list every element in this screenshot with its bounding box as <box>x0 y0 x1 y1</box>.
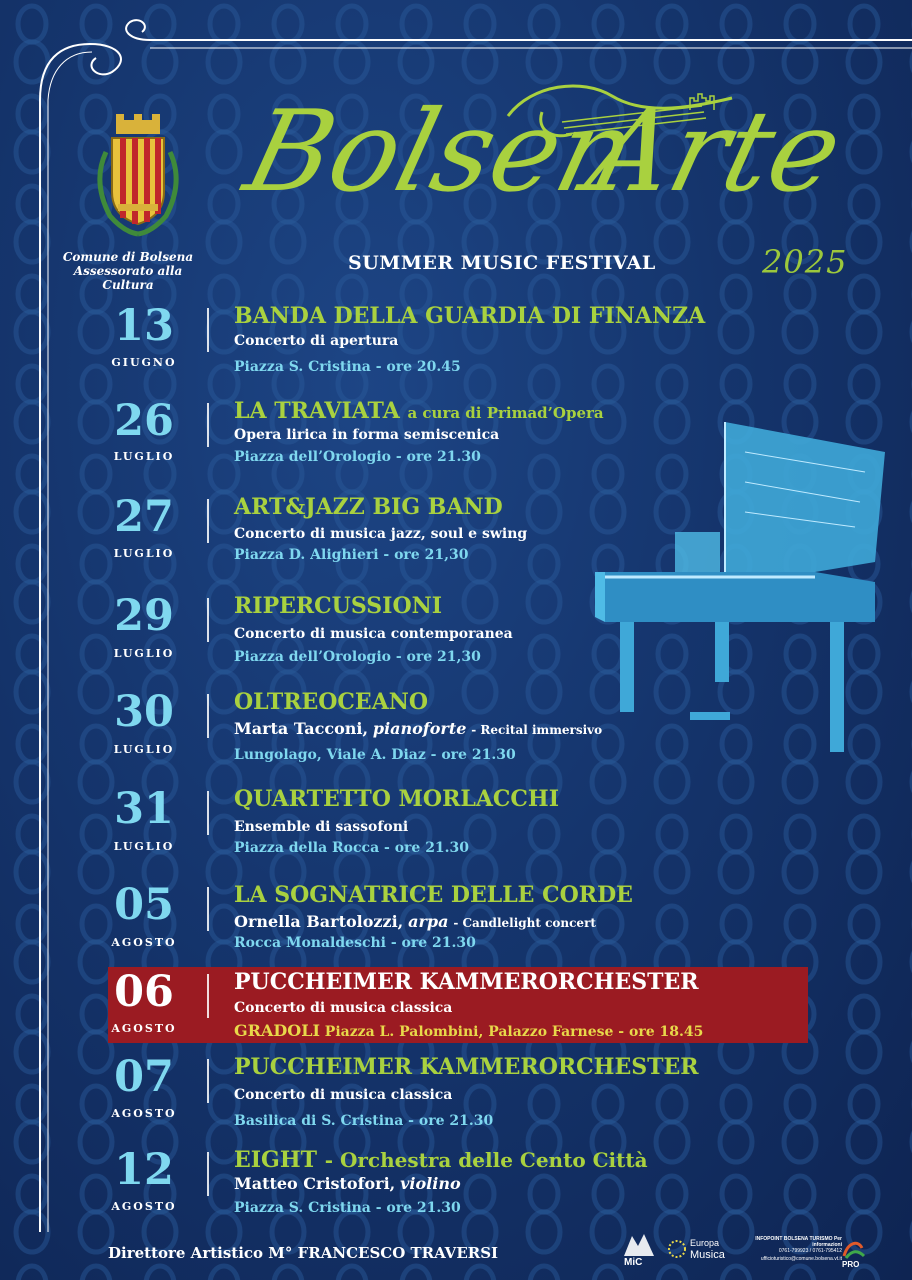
event-divider <box>207 598 209 642</box>
event-day: 29 <box>114 591 174 641</box>
event-place: Basilica di S. Cristina - ore 21.30 <box>234 1113 494 1129</box>
event-month: LUGLIO <box>113 743 175 756</box>
event-description: Opera lirica in forma semiscenica <box>234 427 500 443</box>
event-description-extra: - Candlelight concert <box>453 916 596 930</box>
event-day: 12 <box>114 1145 174 1195</box>
event-divider <box>207 974 209 1018</box>
europa-musica-logo-icon <box>668 1236 728 1270</box>
festival-name-part1: Bolsen <box>233 87 648 217</box>
event-description: Concerto di musica jazz, soul e swing <box>234 526 528 542</box>
event-place-detail: Piazza L. Palombini, Palazzo Farnese - ore 18.45 <box>324 1024 704 1040</box>
festival-subtitle: SUMMER MUSIC FESTIVAL <box>348 252 656 274</box>
event-divider <box>207 403 209 447</box>
event-month: AGOSTO <box>111 936 177 949</box>
event-title: ART&JAZZ BIG BAND <box>234 494 503 520</box>
department-name: Assessorato alla Cultura <box>73 264 183 292</box>
event-title: LA SOGNATRICE DELLE CORDE <box>234 882 633 908</box>
artistic-director: Direttore Artistico M° FRANCESCO TRAVERSI <box>108 1244 499 1262</box>
festival-logo <box>232 72 872 247</box>
mic-label: MiC <box>624 1257 643 1268</box>
castle-icon <box>688 92 718 110</box>
mic-logo-icon <box>618 1230 660 1270</box>
event-day: 26 <box>114 396 174 446</box>
event-title-main: EIGHT <box>234 1147 318 1173</box>
event-description: Concerto di musica classica <box>234 1087 453 1103</box>
event-month: GIUGNO <box>111 356 177 369</box>
event-title: PUCCHEIMER KAMMERORCHESTER <box>234 969 699 995</box>
event-divider <box>207 1152 209 1196</box>
event-divider <box>207 1059 209 1103</box>
event-title: PUCCHEIMER KAMMERORCHESTER <box>234 1054 699 1080</box>
event-month: LUGLIO <box>113 647 175 660</box>
event-description <box>234 719 602 738</box>
event-month: AGOSTO <box>111 1022 177 1035</box>
pro-loco-logo-icon <box>838 1238 868 1272</box>
event-month: AGOSTO <box>111 1200 177 1213</box>
europa-label: Europa <box>690 1238 720 1248</box>
event-description: Concerto di musica contemporanea <box>234 626 513 642</box>
municipality-name: Comune di Bolsena <box>62 250 194 264</box>
festival-name-part2: Arte <box>575 87 854 217</box>
event-divider <box>207 694 209 738</box>
infopoint-block <box>742 1236 842 1276</box>
event-title: OLTREOCEANO <box>234 689 429 715</box>
event-place: Piazza S. Cristina - ore 20.45 <box>234 359 461 375</box>
event-place: Piazza dell’Orologio - ore 21,30 <box>234 649 481 665</box>
event-day: 31 <box>114 784 174 834</box>
event-place: Piazza dell’Orologio - ore 21.30 <box>234 449 481 465</box>
event-description <box>234 1174 461 1193</box>
event-description: Concerto di apertura <box>234 333 399 349</box>
event-title: BANDA DELLA GUARDIA DI FINANZA <box>234 303 706 329</box>
event-place: Piazza D. Alighieri - ore 21,30 <box>234 547 469 563</box>
event-day: 05 <box>114 880 174 930</box>
event-performer: Matteo Cristofori, <box>234 1174 396 1193</box>
event-title <box>234 398 604 426</box>
event-day: 27 <box>114 492 174 542</box>
event-instrument: pianoforte <box>372 719 467 738</box>
event-divider <box>207 887 209 931</box>
infopoint-phone: 0761-799923 / 0761-795412 <box>778 1248 842 1254</box>
coat-of-arms-icon <box>88 112 188 247</box>
piano-icon <box>575 412 895 787</box>
event-title-main: LA TRAVIATA <box>234 398 400 424</box>
event-place <box>234 1021 703 1040</box>
event-month: AGOSTO <box>111 1107 177 1120</box>
event-day: 06 <box>114 967 174 1017</box>
event-description: Concerto di musica classica <box>234 1000 453 1016</box>
event-day: 07 <box>114 1052 174 1102</box>
event-place: Piazza S. Cristina - ore 21.30 <box>234 1200 461 1216</box>
event-title <box>234 1147 648 1173</box>
event-day: 13 <box>114 301 174 351</box>
event-title-extra: - Orchestra delle Cento Città <box>324 1148 648 1172</box>
event-instrument: violino <box>400 1174 461 1193</box>
infopoint-email: ufficioturistico@comune.bolsena.vt.it <box>760 1256 842 1262</box>
event-performer: Marta Tacconi, <box>234 719 369 738</box>
event-place: Rocca Monaldeschi - ore 21.30 <box>234 935 476 951</box>
event-day: 30 <box>114 687 174 737</box>
event-divider <box>207 499 209 543</box>
event-place: Lungolago, Viale A. Diaz - ore 21.30 <box>234 747 516 763</box>
musica-label: Musica <box>690 1249 725 1261</box>
pro-loco-label: PRO <box>842 1260 860 1269</box>
event-month: LUGLIO <box>113 547 175 560</box>
event-description: Ensemble di sassofoni <box>234 819 409 835</box>
infopoint-label: INFOPOINT BOLSENA TURISMO Per informazioni <box>755 1236 842 1248</box>
event-performer: Ornella Bartolozzi, <box>234 912 404 931</box>
event-place-town: GRADOLI <box>234 1021 320 1040</box>
event-divider <box>207 308 209 352</box>
event-title-extra: a cura di Primad’Opera <box>407 404 604 422</box>
event-title: QUARTETTO MORLACCHI <box>234 786 559 812</box>
event-month: LUGLIO <box>113 450 175 463</box>
event-description <box>234 912 596 931</box>
festival-year: 2025 <box>762 243 848 281</box>
event-description-extra: - Recital immersivo <box>471 723 603 737</box>
violin-icon <box>502 76 742 146</box>
event-instrument: arpa <box>408 912 449 931</box>
event-month: LUGLIO <box>113 840 175 853</box>
event-place: Piazza della Rocca - ore 21.30 <box>234 840 470 856</box>
event-title: RIPERCUSSIONI <box>234 593 443 619</box>
event-divider <box>207 791 209 835</box>
